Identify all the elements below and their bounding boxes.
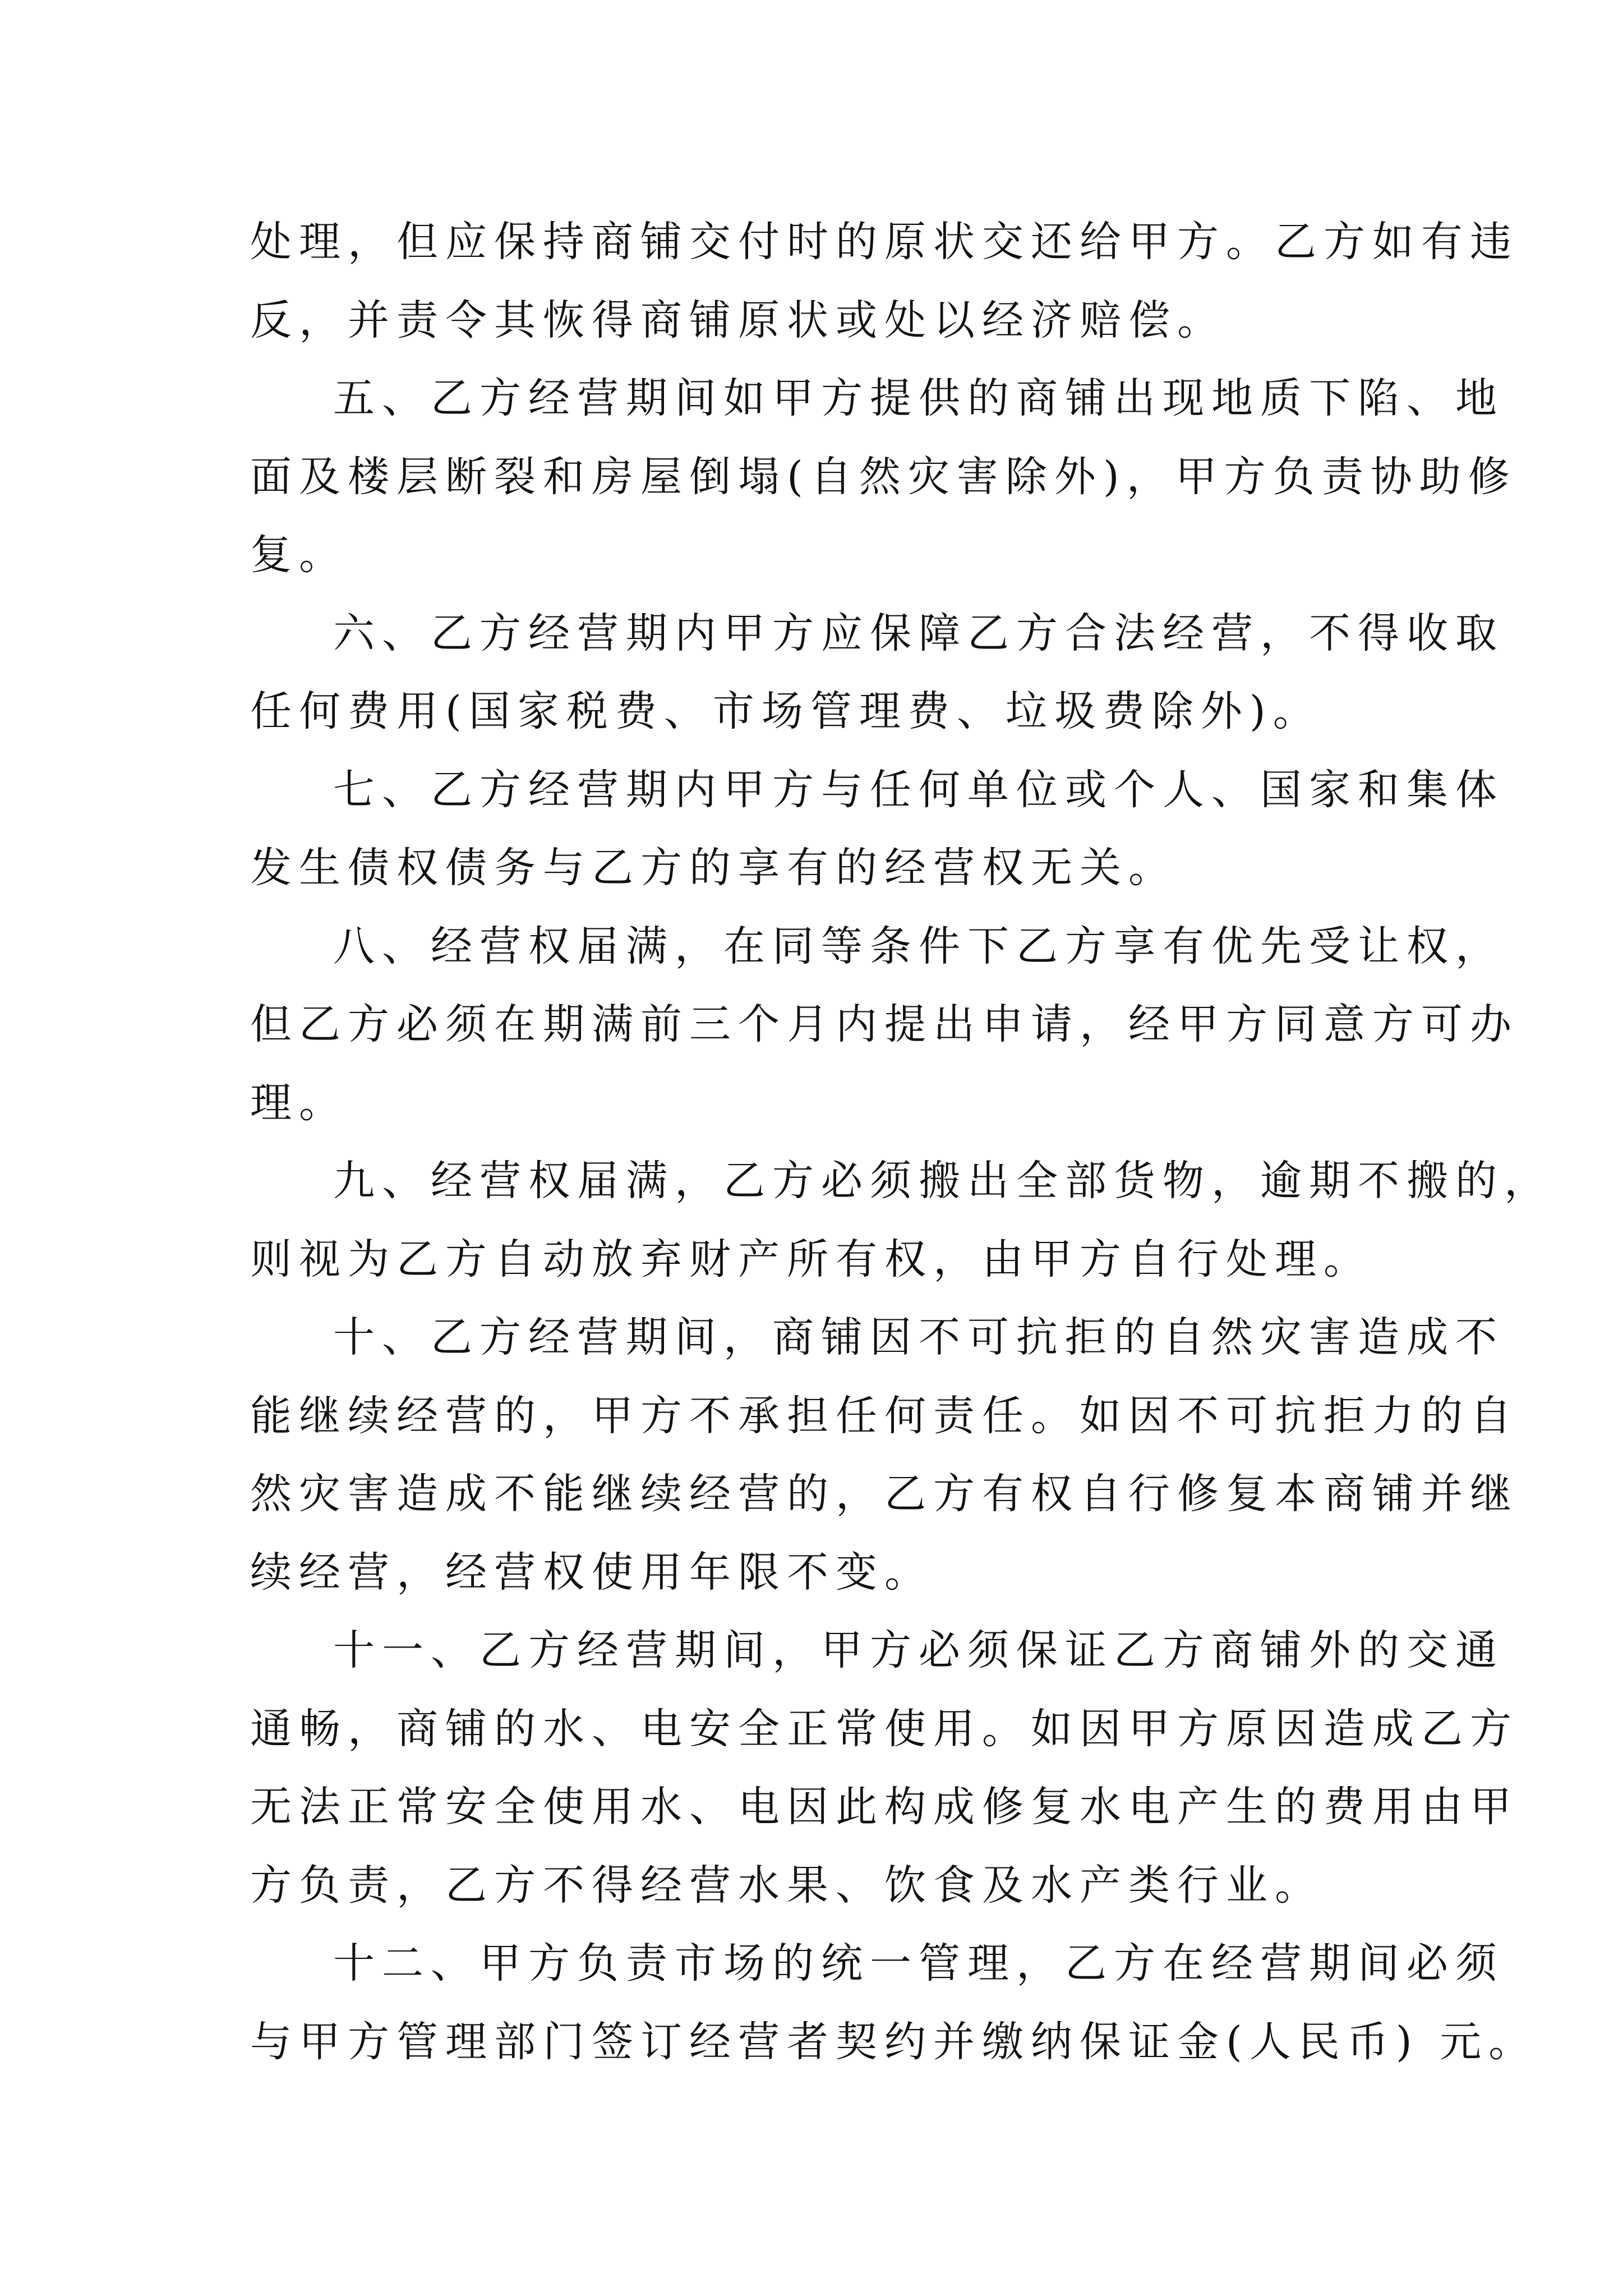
text-line: 通畅，商铺的水、电安全正常使用。如因甲方原因造成乙方 <box>250 1704 1519 1753</box>
text-line: 反，并责令其恢得商铺原状或处以经济赔偿。 <box>250 296 1226 344</box>
text-line: 任何费用(国家税费、市场管理费、垃圾费除外)。 <box>250 687 1322 735</box>
text-line: 则视为乙方自动放弃财产所有权，由甲方自行处理。 <box>250 1235 1372 1283</box>
text-line: 面及楼层断裂和房屋倒塌(自然灾害除外)，甲方负责协助修 <box>250 452 1517 501</box>
clause-6 <box>250 595 1504 751</box>
text-line: 十一、乙方经营期间，甲方必须保证乙方商铺外的交通 <box>333 1626 1504 1674</box>
text-line: 十、乙方经营期间，商铺因不可抗拒的自然灾害造成不 <box>333 1313 1504 1361</box>
clause-10 <box>250 1299 1519 1612</box>
text-line: 七、乙方经营期内甲方与任何单位或个人、国家和集体 <box>333 765 1504 814</box>
document-body <box>250 203 1553 2081</box>
text-line: 然灾害造成不能继续经营的，乙方有权自行修复本商铺并继 <box>250 1470 1519 1518</box>
text-line: 方负责，乙方不得经营水果、饮食及水产类行业。 <box>250 1861 1324 1910</box>
text-line: 六、乙方经营期内甲方应保障乙方合法经营，不得收取 <box>333 609 1504 657</box>
clause-12 <box>250 1925 1538 2081</box>
text-line: 复。 <box>250 531 348 579</box>
clause-9 <box>250 1142 1553 1299</box>
text-line: 能继续经营的，甲方不承担任何责任。如因不可抗拒力的自 <box>250 1391 1519 1440</box>
clause-7 <box>250 751 1504 908</box>
text-line: 九、经营权届满，乙方必须搬出全部货物，逾期不搬的， <box>333 1157 1553 1205</box>
text-line: 发生债权债务与乙方的享有的经营权无关。 <box>250 844 1177 892</box>
text-line: 十二、甲方负责市场的统一管理，乙方在经营期间必须 <box>333 1939 1504 1987</box>
clause-5 <box>250 360 1517 595</box>
text-line: 无法正常安全使用水、电因此构成修复水电产生的费用由甲 <box>250 1783 1519 1831</box>
text-line: 续经营，经营权使用年限不变。 <box>250 1548 933 1596</box>
clause-11 <box>250 1612 1519 1925</box>
text-line: 与甲方管理部门签订经营者契约并缴纳保证金(人民币) 元。 <box>250 2017 1538 2066</box>
text-line: 八、经营权届满，在同等条件下乙方享有优先受让权， <box>333 922 1504 970</box>
clause-8 <box>250 908 1519 1143</box>
text-line: 理。 <box>250 1078 348 1127</box>
text-line: 五、乙方经营期间如甲方提供的商铺出现地质下陷、地 <box>333 374 1504 422</box>
text-line: 但乙方必须在期满前三个月内提出申请，经甲方同意方可办 <box>250 1000 1519 1048</box>
text-line: 处理，但应保持商铺交付时的原状交还给甲方。乙方如有违 <box>250 218 1519 266</box>
paragraph-continuation <box>250 203 1519 360</box>
